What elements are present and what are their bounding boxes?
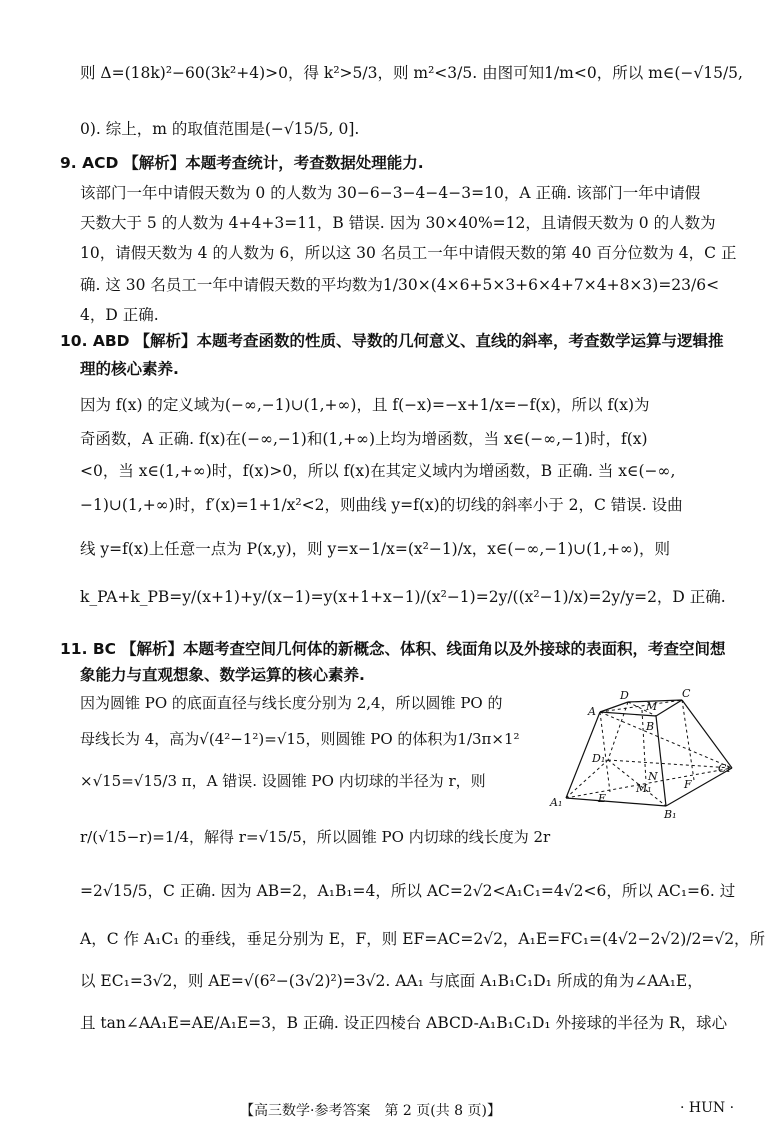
footer-region-code: · HUN ·	[680, 1100, 735, 1116]
footer-page-info: 【高三数学·参考答案 第 2 页(共 8 页)】	[240, 1103, 501, 1119]
label-D: D	[620, 689, 629, 702]
text-line: 天数大于 5 的人数为 4+4+3=11，B 错误. 因为 30×40%=12，且请假天数为 0 的人数为	[80, 214, 716, 232]
label-A1: A₁	[550, 796, 563, 809]
label-M: M	[646, 700, 658, 713]
analysis-tag: 【解析】本题考查统计，考查数据处理能力.	[123, 154, 424, 172]
text-line: ×√15=√15/3 π，A 错误. 设圆锥 PO 内切球的半径为 r，则	[80, 772, 486, 790]
text-line: 母线长为 4，高为√(4²−1²)=√15，则圆锥 PO 的体积为1/3π×1²	[80, 730, 520, 748]
label-B1: B₁	[664, 808, 677, 818]
seg-AC1	[600, 712, 732, 768]
question-11-heading	[60, 638, 726, 660]
label-C1: C₁	[718, 762, 731, 775]
text-line: k_PA+k_PB=y/(x+1)+y/(x−1)=y(x+1+x−1)/(x²−1)=2y/((x²−1)/x)=2y/y=2，D 正确.	[80, 588, 726, 606]
edge-BC	[656, 700, 682, 716]
label-A: A	[588, 705, 596, 718]
text-line: 理的核心素养.	[80, 360, 179, 378]
edge-BB1	[656, 716, 666, 806]
text-line: 奇函数，A 正确. f(x)在(−∞,−1)和(1,+∞)上均为增函数，当 x∈(−∞,−1)时，f(x)	[80, 430, 648, 448]
frustum-figure	[548, 688, 744, 818]
text-line: =2√15/5，C 正确. 因为 AB=2，A₁B₁=4，所以 AC=2√2<A₁C₁=4√2<6，所以 AC₁=6. 过	[80, 882, 736, 900]
edge-DD1	[608, 702, 628, 760]
label-F: F	[684, 778, 692, 791]
text-line: 因为 f(x) 的定义域为(−∞,−1)∪(1,+∞)，且 f(−x)=−x+1/x=−f(x)，所以 f(x)为	[80, 396, 650, 414]
text-line: 象能力与直观想象、数学运算的核心素养.	[80, 666, 365, 684]
text-line: 该部门一年中请假天数为 0 的人数为 30−6−3−4−4−3=10，A 正确. 该部门一年中请假	[80, 184, 701, 202]
label-B: B	[646, 720, 655, 733]
question-9-heading	[60, 152, 424, 174]
edge-AD	[600, 702, 628, 712]
text-line: 确. 这 30 名员工一年中请假天数的平均数为1/30×(4×6+5×3+6×4+7×4+8×3)=23/6<	[80, 276, 720, 294]
text-line: 以 EC₁=3√2，则 AE=√(6²−(3√2)²)=3√2. AA₁ 与底面 A₁B₁C₁D₁ 所成的角为∠AA₁E，	[80, 972, 703, 990]
label-D1: D₁	[592, 752, 606, 765]
text-line: <0，当 x∈(1,+∞)时，f(x)>0，所以 f(x)在其定义域内为增函数，B 正确. 当 x∈(−∞,	[80, 462, 676, 480]
label-E: E	[598, 792, 607, 805]
text-line: −1)∪(1,+∞)时，f′(x)=1+1/x²<2，则曲线 y=f(x)的切线的斜率小于 2，C 错误. 设曲	[80, 496, 683, 514]
label-N: N	[648, 770, 658, 783]
seg-CF	[682, 700, 694, 780]
text-line: 10，请假天数为 4 的人数为 6，所以这 30 名员工一年中请假天数的第 40 百分位数为 4，C 正	[80, 244, 737, 262]
analysis-tag: 【解析】本题考查函数的性质、导数的几何意义、直线的斜率，考查数学运算与逻辑推	[134, 332, 724, 350]
text-line: 则 Δ=(18k)²−60(3k²+4)>0，得 k²>5/3，则 m²<3/5. 由图可知1/m<0，所以 m∈(−√15/5,	[80, 64, 743, 82]
question-number: 9. ACD	[60, 154, 119, 172]
label-M1: M₁	[636, 782, 652, 795]
question-number: 10. ABD	[60, 332, 130, 350]
text-line: A，C 作 A₁C₁ 的垂线，垂足分别为 E，F，则 EF=AC=2√2，A₁E=FC₁=(4√2−2√2)/2=√2，所	[80, 930, 766, 948]
label-C: C	[682, 688, 691, 700]
text-line: r/(√15−r)=1/4，解得 r=√15/5，所以圆锥 PO 内切球的线长度为 2r	[80, 828, 551, 846]
text-line: 线 y=f(x)上任意一点为 P(x,y)，则 y=x−1/x=(x²−1)/x，x∈(−∞,−1)∪(1,+∞)，则	[80, 540, 670, 558]
analysis-tag: 【解析】本题考查空间几何体的新概念、体积、线面角以及外接球的表面积，考查空间想	[120, 640, 726, 658]
text-line: 因为圆锥 PO 的底面直径与线长度分别为 2,4，所以圆锥 PO 的	[80, 694, 503, 712]
text-line: 4，D 正确.	[80, 306, 159, 324]
question-10-heading	[60, 330, 723, 352]
edge-A1B1	[566, 798, 666, 806]
text-line: 0). 综上，m 的取值范围是(−√15/5, 0].	[80, 120, 360, 138]
edge-D1C1	[608, 760, 732, 768]
text-line: 且 tan∠AA₁E=AE/A₁E=3，B 正确. 设正四棱台 ABCD-A₁B₁C₁D₁ 外接球的半径为 R，球心	[80, 1014, 728, 1032]
question-number: 11. BC	[60, 640, 117, 658]
